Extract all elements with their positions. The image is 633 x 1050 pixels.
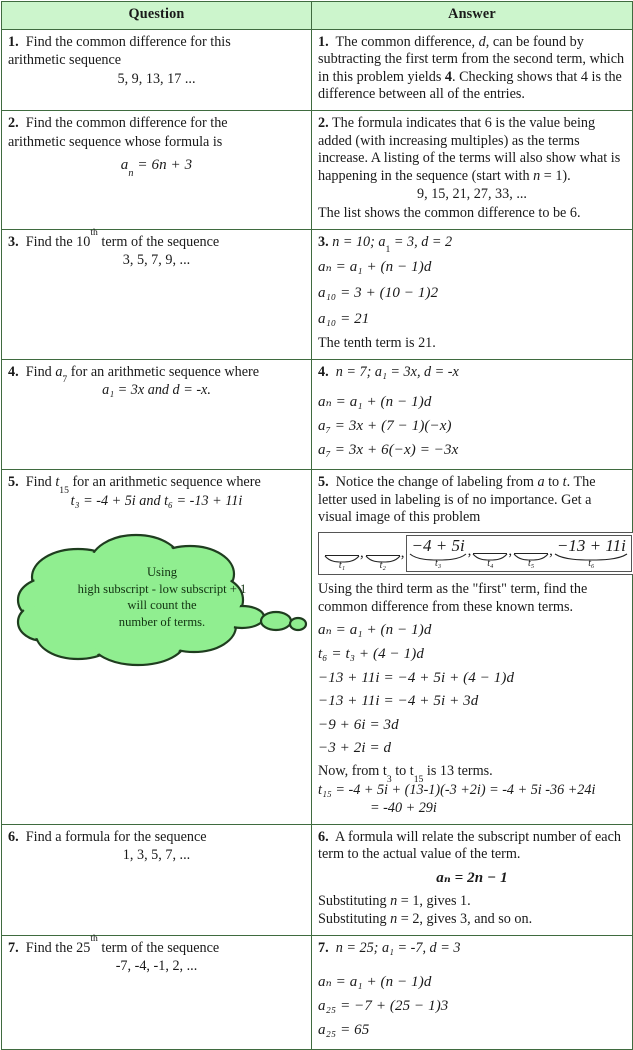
question-answer-table bbox=[1, 1, 633, 1050]
question-cell-4 bbox=[2, 359, 312, 469]
table-row bbox=[2, 824, 633, 935]
answer-7-eq2: a₂₅ = −7 + (25 − 1)3 bbox=[318, 998, 449, 1014]
table-row bbox=[2, 359, 633, 469]
question-1-line2: arithmetic sequence bbox=[8, 52, 122, 69]
question-2-formula: $a_n = 6n + 3$ bbox=[120, 157, 193, 180]
answer-cell-1 bbox=[312, 29, 633, 110]
table-row bbox=[2, 470, 633, 825]
answer-3-given: 3. n = 10; $a_1 = 3$, d = 2 bbox=[318, 233, 453, 256]
answer-5-eq4: −13 + 11i = −4 + 5i + 3d bbox=[318, 693, 479, 710]
answer-5-eq3: −13 + 11i = −4 + 5i + (4 − 1)d bbox=[318, 669, 515, 686]
answer-2-closing: The list shows the common difference to be 6. bbox=[318, 205, 581, 222]
term-label: t₄ bbox=[487, 557, 494, 569]
answer-6-formula: aₙ = 2n − 1 bbox=[436, 869, 508, 886]
answer-4-eq1: aₙ = a₁ + (n − 1)d bbox=[318, 394, 432, 411]
answer-cell-3 bbox=[312, 229, 633, 359]
question-6-line1: 6. Find a formula for the sequence bbox=[8, 828, 207, 845]
answer-cell-5 bbox=[312, 470, 633, 825]
term-label: t₆ bbox=[588, 557, 595, 569]
answer-7-given: 7. n = 25; a₁ = -7, d = 3 bbox=[318, 939, 461, 956]
answer-5-eq1: aₙ = a₁ + (n − 1)d bbox=[318, 622, 432, 639]
term-diagram-inner-box bbox=[406, 535, 632, 572]
term-label: t₃ bbox=[434, 557, 442, 569]
answer-2-text: 2. The formula indicates that 6 is the value being added (with increasing multiples) as the terms increase. A listing of the terms will also show what is happening in the sequence (start with n = 1). bbox=[318, 115, 621, 184]
table-row bbox=[2, 229, 633, 359]
term-slot-1 bbox=[324, 555, 360, 572]
question-7-line1: 7. Find the 25th term of the sequence bbox=[8, 933, 220, 956]
answer-6-p1: 6. A formula will relate the subscript number of each term to the actual value of the term. bbox=[318, 828, 621, 863]
cloud-line-2: high subscript - low subscript + 1 bbox=[77, 581, 247, 596]
question-4-line1: 4. Find $a_7$ for an arithmetic sequence where bbox=[8, 363, 260, 386]
question-6-sequence: 1, 3, 5, 7, ... bbox=[122, 847, 191, 864]
term-label: t₂ bbox=[379, 559, 386, 571]
term-slot-5 bbox=[513, 553, 549, 570]
answer-cell-4 bbox=[312, 359, 633, 469]
answer-4-eq2: a₇ = 3x + (7 − 1)(−x) bbox=[318, 417, 452, 434]
question-3-sequence: 3, 5, 7, 9, ... bbox=[122, 252, 191, 269]
question-4-line2: a₁ = 3x and d = -x. bbox=[102, 382, 211, 399]
question-5-line1: 5. Find $t_{15}$ for an arithmetic sequence where bbox=[8, 474, 261, 496]
answer-3-eq2: a₁₀ = 3 + (10 − 1)2 bbox=[318, 284, 439, 301]
comma: , bbox=[360, 544, 364, 561]
question-cell-5 bbox=[2, 470, 312, 825]
answer-5-eq8: = -40 + 29i bbox=[370, 800, 437, 817]
question-cell-7 bbox=[2, 935, 312, 1049]
answer-cell-7 bbox=[312, 935, 633, 1049]
term-slot-4 bbox=[472, 553, 508, 570]
answer-5-eq2: t₆ = t₃ + (4 − 1)d bbox=[318, 645, 424, 662]
answer-5-intro: 5. Notice the change of labeling from a to t. The letter used in labeling is of no importance. Get a visual image of this problem bbox=[318, 474, 596, 526]
question-7-sequence: -7, -4, -1, 2, ... bbox=[115, 958, 198, 975]
question-1-line1: 1. Find the common difference for this bbox=[8, 33, 231, 50]
table-row bbox=[2, 111, 633, 230]
answer-4-given: 4. n = 7; a₁ = 3x, d = -x bbox=[318, 363, 459, 380]
answer-1-text: 1. The common difference, d, can be found by subtracting the first term from the second term, which in this problem yields 4. Checking shows that 4 is the difference between all of the entries. bbox=[318, 33, 625, 103]
term-slot-2 bbox=[365, 555, 401, 572]
question-cell-2 bbox=[2, 111, 312, 230]
answer-4-eq3: a₇ = 3x + 6(−x) = −3x bbox=[318, 441, 459, 458]
thought-cloud bbox=[8, 522, 308, 672]
comma: , bbox=[400, 544, 405, 561]
question-5-line2: t₃ = -4 + 5i and t₆ = -13 + 11i bbox=[70, 492, 243, 509]
table-header-row bbox=[2, 2, 633, 30]
term-slot-3: −4 + 5i t₃ bbox=[409, 537, 468, 570]
answer-cell-2 bbox=[312, 111, 633, 230]
answer-5-eq7: t₁₅ = -4 + 5i + (13-1)(-3 +2i) = -4 + 5i -36 +24i bbox=[318, 781, 596, 798]
answer-5-eq5: −9 + 6i = 3d bbox=[318, 716, 399, 733]
comma: , bbox=[508, 542, 513, 559]
term-label: t₁ bbox=[338, 559, 346, 571]
answer-3-closing: The tenth term is 21. bbox=[318, 335, 436, 352]
answer-3-eq1: aₙ = a₁ + (n − 1)d bbox=[318, 259, 432, 276]
answer-7-eq3: a₂₅ = 65 bbox=[318, 1021, 370, 1038]
thought-cloud-icon bbox=[8, 522, 308, 672]
answer-5-p2: Using the third term as the "first" term, find the common difference from these known terms. bbox=[318, 581, 588, 615]
question-cell-1 bbox=[2, 29, 312, 110]
answer-5-eq6: −3 + 2i = d bbox=[318, 740, 392, 757]
table-row bbox=[2, 29, 633, 110]
comma: , bbox=[549, 542, 553, 559]
symbol-d: d bbox=[478, 33, 486, 50]
table-row bbox=[2, 935, 633, 1049]
answer-7-eq1: aₙ = a₁ + (n − 1)d bbox=[318, 974, 432, 991]
cloud-line-1: Using bbox=[146, 564, 178, 579]
term-diagram bbox=[318, 532, 633, 575]
cloud-line-3: will count the bbox=[127, 598, 197, 613]
answer-2-list: 9, 15, 21, 27, 33, ... bbox=[417, 186, 527, 203]
answer-3-eq3: a₁₀ = 21 bbox=[318, 310, 370, 327]
column-header-question: Question bbox=[2, 2, 312, 30]
answer-cell-6 bbox=[312, 824, 633, 935]
answer-6-p3: Substituting n = 2, gives 3, and so on. bbox=[318, 911, 533, 928]
question-cell-3 bbox=[2, 226, 312, 359]
question-3-line1: 3. Find the 10th term of the sequence bbox=[8, 226, 220, 250]
question-1-sequence: 5, 9, 13, 17 ... bbox=[117, 70, 196, 87]
comma: , bbox=[467, 542, 472, 559]
question-2-line1: 2. Find the common difference for the bbox=[8, 115, 228, 132]
cloud-line-4: number of terms. bbox=[118, 615, 206, 630]
term-slot-6: −13 + 11i t₆ bbox=[554, 537, 629, 570]
question-2-line2: arithmetic sequence whose formula is bbox=[8, 133, 223, 150]
answer-5-p3: Now, from $t_3$ to $t_{15}$ is 13 terms. bbox=[318, 762, 493, 785]
term-label: t₅ bbox=[528, 557, 535, 569]
worksheet-page bbox=[0, 1, 633, 1038]
question-cell-6 bbox=[2, 824, 312, 935]
column-header-answer: Answer bbox=[312, 2, 633, 30]
answer-6-p2: Substituting n = 1, gives 1. bbox=[318, 892, 471, 909]
